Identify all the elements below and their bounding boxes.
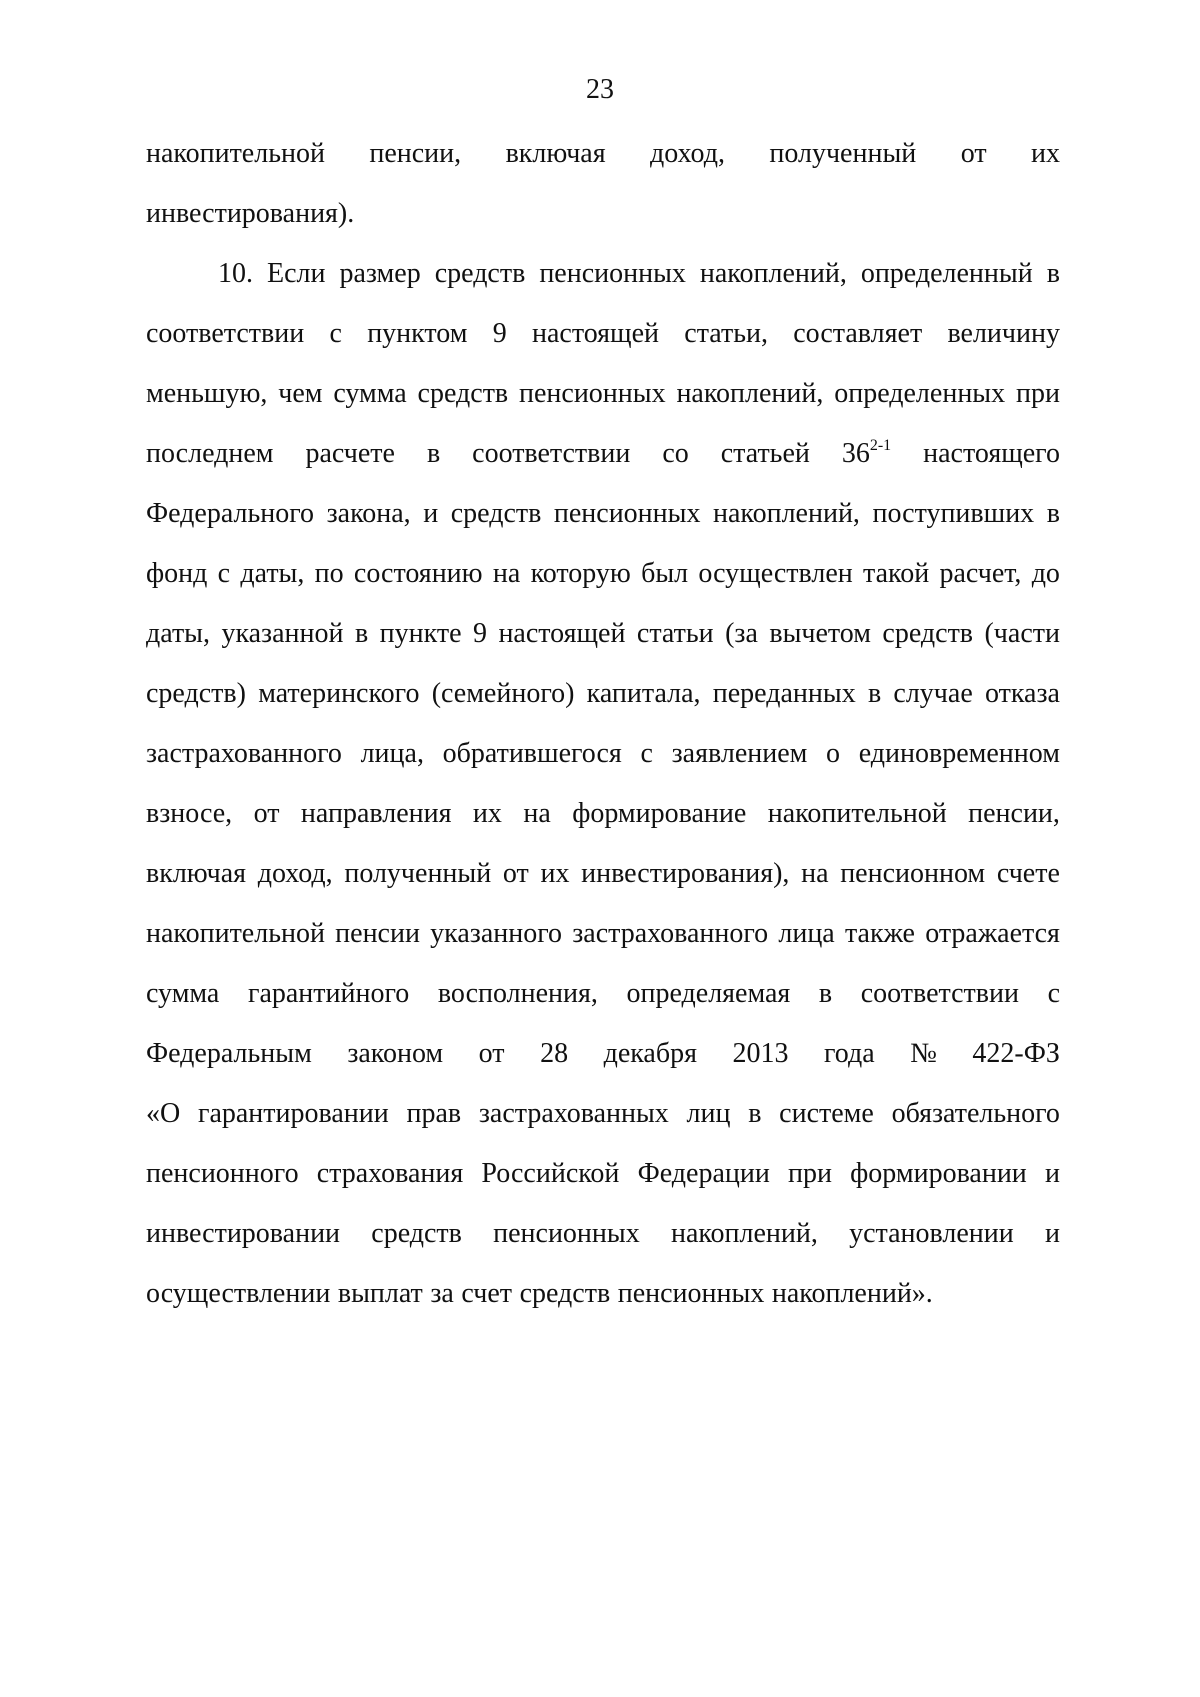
word: по [314, 558, 344, 589]
text-line [146, 914, 1060, 954]
word: накопительной [146, 918, 325, 949]
word: средств [882, 618, 974, 649]
word: установлении [849, 1218, 1014, 1249]
text-line [146, 974, 1060, 1014]
word: средств [371, 1218, 462, 1249]
word: 9 [492, 318, 507, 349]
word: формировании [850, 1158, 1027, 1189]
word: декабря [603, 1038, 697, 1069]
word: пенсионных [519, 378, 666, 409]
word: накоплений, [676, 378, 824, 409]
word: в [748, 1098, 762, 1129]
word: вычетом [769, 618, 871, 649]
article-number: 36 [841, 438, 870, 469]
word: в [1046, 498, 1060, 529]
article-reference [842, 434, 891, 474]
word: № [910, 1038, 937, 1069]
word: накоплений». [771, 1278, 933, 1309]
word: единовременном [858, 738, 1060, 769]
word: 10. [218, 258, 253, 289]
word: счете [996, 858, 1060, 889]
word: от [253, 798, 280, 829]
word: материнского [258, 678, 420, 709]
word: средств [450, 498, 542, 529]
word: пунктом [367, 318, 468, 349]
word: статьей [720, 438, 810, 469]
word: сумма [333, 378, 407, 409]
word: также [844, 918, 915, 949]
word: их [540, 858, 570, 889]
word: средств [434, 258, 526, 289]
word: (семейного) [431, 678, 575, 709]
text-line [146, 134, 1060, 174]
word: средств [417, 378, 509, 409]
word: настоящей [531, 318, 660, 349]
word: направления [300, 798, 452, 829]
text-line [146, 1214, 1060, 1254]
word: Российской [481, 1158, 620, 1189]
word: лица [778, 918, 835, 949]
word: от [960, 138, 987, 169]
word: их [1030, 138, 1060, 169]
word: Федеральным [146, 1038, 312, 1069]
article-superscript: 2-1 [869, 437, 892, 454]
word: последнем [146, 438, 274, 469]
word: о [826, 738, 841, 769]
text-line [146, 314, 1060, 354]
word: пенсионных [539, 258, 686, 289]
word: выплат [337, 1278, 423, 1309]
word: пенсии [335, 918, 420, 949]
word: 28 [540, 1038, 569, 1069]
word: пенсионном [840, 858, 986, 889]
word: за [430, 1278, 454, 1309]
word: (за [725, 618, 758, 649]
word: в [426, 438, 441, 469]
word: полученный [344, 858, 492, 889]
word: восполнения, [437, 978, 598, 1009]
word: сумма [146, 978, 220, 1009]
word: при [788, 1158, 832, 1189]
word: инвестировании [146, 1218, 341, 1249]
word: пенсионных [493, 1218, 640, 1249]
word: накопительной [767, 798, 947, 829]
word: лиц [686, 1098, 731, 1129]
word: отражается [925, 918, 1060, 949]
word: настоящего [923, 438, 1060, 469]
word: чем [278, 378, 323, 409]
word: лица, [360, 738, 424, 769]
text-line [146, 674, 1060, 714]
word: инвестирования), [581, 858, 790, 889]
text-line [146, 854, 1060, 894]
word: застрахованного [572, 918, 769, 949]
word: счет [461, 1278, 513, 1309]
word: формирование [572, 798, 747, 829]
word: в [818, 978, 833, 1009]
word: переданных [712, 678, 856, 709]
word: составляет [793, 318, 923, 349]
word: соответствии [146, 318, 305, 349]
word: страхования [316, 1158, 464, 1189]
word: и [1044, 1158, 1060, 1189]
word: даты, [240, 558, 305, 589]
word: расчете [305, 438, 395, 469]
word: указанной [221, 618, 344, 649]
page-number: 23 [586, 74, 614, 105]
word: пенсионных [617, 1278, 765, 1309]
word: прав [406, 1098, 462, 1129]
word: накоплений, [699, 258, 847, 289]
word: на [523, 798, 551, 829]
word: осуществлен [698, 558, 853, 589]
word: капитала, [586, 678, 701, 709]
word: с [640, 738, 653, 769]
word: которую [530, 558, 631, 589]
word: определяемая [626, 978, 791, 1009]
word: расчет, [939, 558, 1022, 589]
word: гарантийного [247, 978, 410, 1009]
text-line [146, 1274, 1060, 1314]
word: при [1015, 378, 1060, 409]
word: меньшую, [146, 378, 268, 409]
word: полученный [769, 138, 917, 169]
word: инвестирования). [146, 198, 355, 229]
word: накопительной [146, 138, 325, 169]
word: обратившегося [442, 738, 622, 769]
text-line [146, 434, 1060, 474]
word: с [217, 558, 231, 589]
text-line [146, 734, 1060, 774]
word: взносе, [146, 798, 233, 829]
word: со [662, 438, 689, 469]
word: Если [266, 258, 326, 289]
text-line [146, 614, 1060, 654]
word: поступивших [872, 498, 1035, 529]
word: отказа [984, 678, 1060, 709]
word: статьи, [684, 318, 768, 349]
word: системе [779, 1098, 874, 1129]
word: в [1046, 258, 1060, 289]
word: осуществлении [146, 1278, 331, 1309]
word: на [492, 558, 521, 589]
word: на [801, 858, 829, 889]
word: 422-ФЗ [972, 1038, 1060, 1069]
word: до [1031, 558, 1060, 589]
word: застрахованных [478, 1098, 669, 1129]
word: состоянию [353, 558, 483, 589]
word: заявлением [671, 738, 808, 769]
word: от [478, 1038, 505, 1069]
word: включая [146, 858, 247, 889]
word: пенсии, [369, 138, 462, 169]
text-line [146, 494, 1060, 534]
word: доход, [650, 138, 725, 169]
word: указанного [430, 918, 563, 949]
word: настоящей [498, 618, 626, 649]
word: фонд [146, 558, 208, 589]
text-line [146, 554, 1060, 594]
word: гарантировании [197, 1098, 389, 1129]
word: «О [146, 1098, 181, 1129]
word: их [472, 798, 502, 829]
word: обязательного [891, 1098, 1060, 1129]
word: закона, [326, 498, 411, 529]
word: от [502, 858, 529, 889]
word: застрахованного [146, 738, 342, 769]
word: пенсии, [968, 798, 1060, 829]
word: и [1044, 1218, 1060, 1249]
word: средств) [146, 678, 246, 709]
text-line [146, 1034, 1060, 1074]
text-line [218, 254, 1060, 294]
word: статьи [636, 618, 714, 649]
word: 2013 [732, 1038, 789, 1069]
word: пенсионных [553, 498, 701, 529]
word: накоплений, [713, 498, 860, 529]
word: определенных [834, 378, 1006, 409]
text-line [146, 794, 1060, 834]
word: 9 [472, 618, 487, 649]
word: (части [984, 618, 1060, 649]
word: соответствии [472, 438, 631, 469]
text-line [146, 194, 1060, 234]
word: включая [505, 138, 606, 169]
word: определенный [860, 258, 1033, 289]
word: года [824, 1038, 875, 1069]
word: с [329, 318, 342, 349]
word: был [641, 558, 689, 589]
word: соответствии [860, 978, 1019, 1009]
word: Федерации [637, 1158, 770, 1189]
word: накоплений, [670, 1218, 818, 1249]
word: законом [347, 1038, 444, 1069]
word: случае [893, 678, 973, 709]
word: даты, [146, 618, 210, 649]
text-line [146, 1154, 1060, 1194]
text-line [146, 374, 1060, 414]
word: Федерального [146, 498, 315, 529]
word: с [1047, 978, 1060, 1009]
word: в [354, 618, 369, 649]
word: размер [339, 258, 421, 289]
word: пункте [379, 618, 462, 649]
word: и [423, 498, 439, 529]
word: пенсионного [146, 1158, 299, 1189]
word: средств [519, 1278, 611, 1309]
word: величину [947, 318, 1060, 349]
word: доход, [257, 858, 333, 889]
word: в [867, 678, 882, 709]
word: такой [863, 558, 930, 589]
text-line [146, 1094, 1060, 1134]
